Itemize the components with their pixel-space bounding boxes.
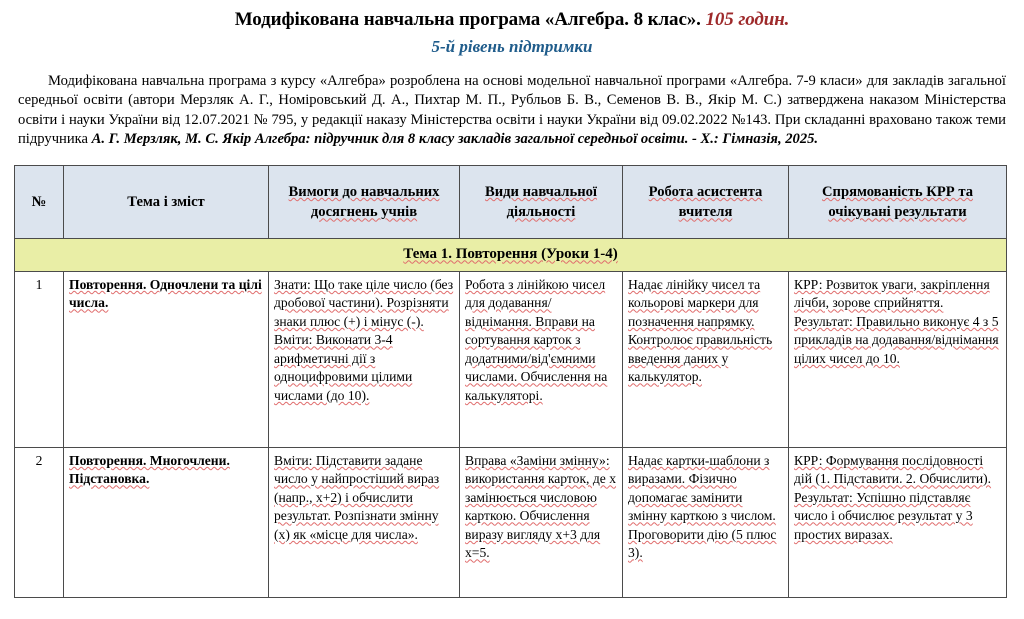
curriculum-table-wrap — [14, 165, 1010, 597]
table-header — [15, 166, 1007, 239]
row-activities: Робота з лінійкою чисел для додавання/віднімання. Вправи на сортування карток з додатними/від'ємними числами. Обчислення на калькуляторі. — [460, 271, 623, 447]
row-assistant-work: Надає картки-шаблони з виразами. Фізично допомагає замінити змінну карткою з числом. Проговорити дію (5 плюс 3). — [623, 447, 789, 597]
row-assistant-work: Надає лінійку чисел та кольорові маркери для позначення напрямку. Контролює правильність введення даних у калькулятор. — [623, 271, 789, 447]
table-body — [15, 239, 1007, 597]
intro-text: Модифікована навчальна програма з курсу «Алгебра» розроблена на основі модельної навчальної програми «Алгебра. 7-9 класи» для закладів загальної середньої освіти (автори Мерзляк А. Г., Номіровський Д. А., Пихтар М. П., Рубльов Б. В., Семенов В. В., Якір М. С.) затверджена наказом Міністерства освіти і науки України від 12.07.2021 № 795, у редакції наказу Міністерства освіти і науки України від 09.02.2022 №143. При складанні враховано також теми підручника — [18, 72, 1006, 148]
column-header-activities: Види навчальної діяльності — [460, 166, 623, 239]
column-header-topic: Тема і зміст — [64, 166, 269, 239]
row-number: 2 — [15, 447, 64, 597]
section-title: Тема 1. Повторення (Уроки 1-4) — [15, 239, 1007, 271]
row-number: 1 — [15, 271, 64, 447]
row-topic: Повторення. Многочлени. Підстановка. — [64, 447, 269, 597]
column-header-requirements: Вимоги до навчальних досягнень учнів — [269, 166, 460, 239]
table-row — [15, 447, 1007, 597]
row-requirements: Знати: Що таке ціле число (без дробової частини). Розрізняти знаки плюс (+) і мінус (-). Вміти: Виконати 3-4 арифметичні дії з одноцифровими цілими числами (до 10). — [269, 271, 460, 447]
row-activities: Вправа «Заміни змінну»: використання карток, де х замінюється числовою карткою. Обчислення виразу вигляду х+3 для х=5. — [460, 447, 623, 597]
section-header-row — [15, 239, 1007, 271]
column-header-number: № — [15, 166, 64, 239]
table-row — [15, 271, 1007, 447]
column-header-assistant: Робота асистента вчителя — [623, 166, 789, 239]
table-header-row — [15, 166, 1007, 239]
curriculum-table — [14, 165, 1007, 597]
intro-book-reference: А. Г. Мерзляк, М. С. Якір Алгебра: підручник для 8 класу закладів загальної середньої освіти. - Х.: Гімназія, 2025. — [91, 131, 819, 148]
column-header-krr: Спрямованість КРР та очікувані результати — [789, 166, 1007, 239]
row-krr-results: КРР: Розвиток уваги, закріплення лічби, зорове сприйняття. Результат: Правильно виконує 4 з 5 прикладів на додавання/віднімання цілих чисел до 10. — [789, 271, 1007, 447]
page-subtitle: 5-й рівень підтримки — [431, 36, 593, 56]
row-requirements: Вміти: Підставити задане число у найпростіший вираз (напр., х+2) і обчислити результат. Розпізнати змінну (х) як «місце для числа». — [269, 447, 460, 597]
title-block — [14, 0, 1010, 58]
title-main-text: Модифікована навчальна програма «Алгебра. 8 клас». — [234, 9, 701, 30]
page-title — [14, 8, 1010, 32]
title-hours-text: 105 годин. — [705, 9, 790, 30]
row-topic: Повторення. Одночлени та цілі числа. — [64, 271, 269, 447]
intro-paragraph — [14, 72, 1010, 150]
row-krr-results: КРР: Формування послідовності дій (1. Підставити. 2. Обчислити). Результат: Успішно підставляє число і обчислює результат у 3 простих виразах. — [789, 447, 1007, 597]
